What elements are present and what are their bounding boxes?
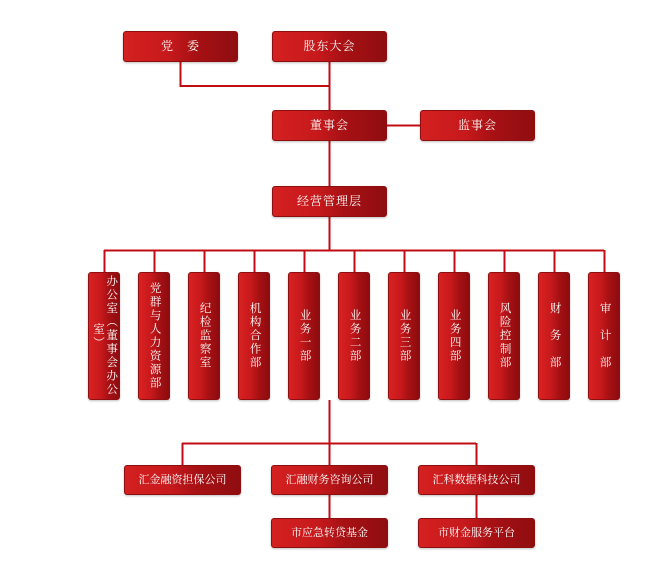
node-department-business-1[interactable]	[288, 272, 320, 400]
connector-party-to-spine	[181, 62, 330, 86]
node-label: 业务一部	[298, 309, 311, 363]
node-label: 市应急转贷基金	[291, 526, 368, 539]
node-subsidiary-emergency-bridge-fund[interactable]	[271, 518, 388, 548]
node-label: 汇金融资担保公司	[138, 473, 227, 486]
node-shareholders-meeting[interactable]	[272, 31, 387, 62]
node-label: 监事会	[457, 117, 497, 132]
node-label: 董事会	[309, 117, 349, 132]
node-department-institutional-cooperation[interactable]	[238, 272, 270, 400]
node-subsidiary-data-technology[interactable]	[418, 465, 535, 495]
node-board-of-directors[interactable]	[272, 110, 387, 141]
node-subsidiary-municipal-finance-platform[interactable]	[418, 518, 535, 548]
node-label: 纪检监察室	[198, 302, 211, 370]
node-label: 党群与人力资源部	[148, 282, 161, 390]
node-party-committee[interactable]	[123, 31, 238, 62]
node-department-business-3[interactable]	[388, 272, 420, 400]
node-subsidiary-financing-guarantee[interactable]	[124, 465, 241, 495]
node-label: 股东大会	[303, 38, 356, 53]
node-label: 经营管理层	[296, 193, 362, 208]
node-department-business-4[interactable]	[438, 272, 470, 400]
node-label: 机构合作部	[248, 302, 261, 370]
node-label: 汇融财务咨询公司	[285, 473, 374, 486]
node-board-of-supervisors[interactable]	[420, 110, 535, 141]
node-label: 业务二部	[348, 309, 361, 363]
node-department-audit[interactable]	[588, 272, 620, 400]
node-label: 业务四部	[448, 309, 461, 363]
node-department-discipline-inspection[interactable]	[188, 272, 220, 400]
node-label: 财 务 部	[548, 302, 561, 370]
node-label: 业务三部	[398, 309, 411, 363]
node-label: 办公室（董事会办公室）	[92, 275, 118, 397]
node-department-finance[interactable]	[538, 272, 570, 400]
node-subsidiary-financial-consulting[interactable]	[271, 465, 388, 495]
node-label: 审 计 部	[598, 302, 611, 370]
node-department-office[interactable]	[88, 272, 120, 400]
node-department-risk-control[interactable]	[488, 272, 520, 400]
node-label: 风险控制部	[498, 302, 511, 370]
node-label: 市财金服务平台	[438, 526, 515, 539]
node-department-party-hr[interactable]	[138, 272, 170, 400]
node-department-business-2[interactable]	[338, 272, 370, 400]
node-management[interactable]	[272, 186, 387, 217]
node-label: 党 委	[160, 38, 200, 53]
node-label: 汇科数据科技公司	[432, 473, 521, 486]
